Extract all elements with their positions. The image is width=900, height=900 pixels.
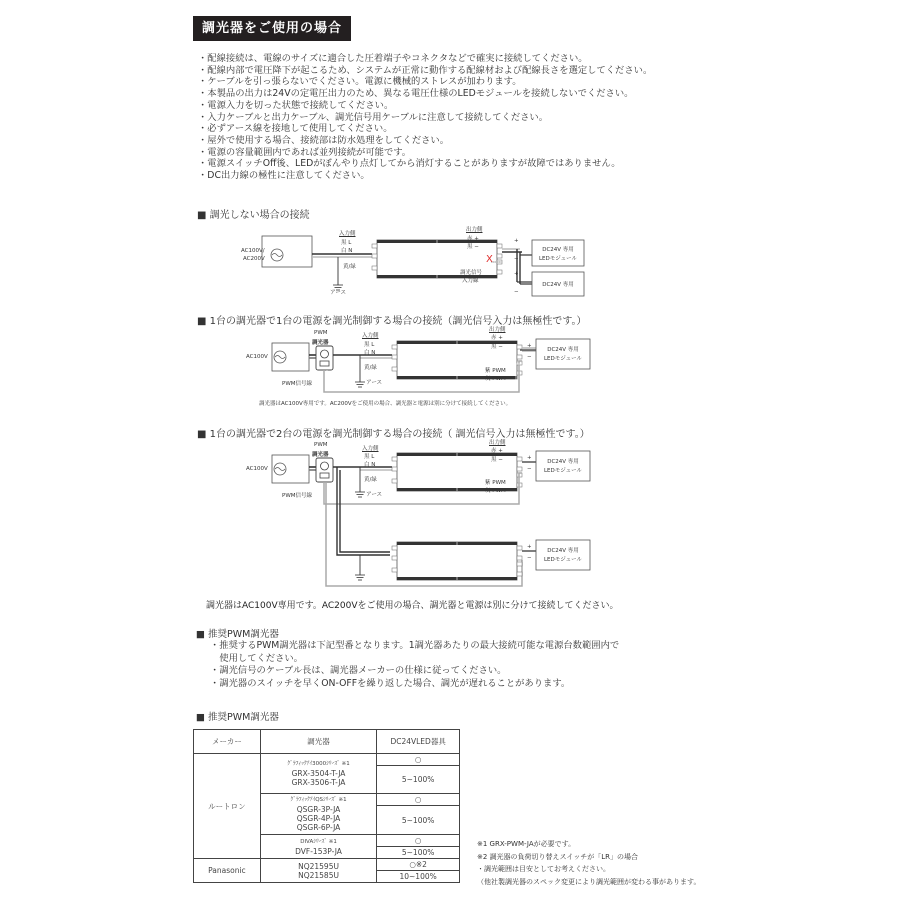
minus-sign: − — [514, 256, 519, 262]
recommend-item: ・推奨するPWM調光器は下記型番となります。1調光器あたりの最大接続可能な電源台数範囲内で — [210, 640, 620, 651]
series-label: ｸﾞﾗﾌｨｯｸｱｲQSｼﾘｰｽﾞ ※1 — [290, 797, 347, 803]
footnote: ※1 GRX-PWM-JAが必要です。 — [477, 840, 576, 848]
led-module-label: LEDモジュール — [538, 256, 578, 262]
footnote: ・調光範囲は目安としてお考えください。 — [477, 865, 610, 873]
note-item: ・入力ケーブルと出力ケーブル、調光信号用ケーブルに注意して接続してください。 — [198, 111, 549, 123]
led-module-label: LEDモジュール — [543, 468, 583, 474]
recommend-item: ・調光信号のケーブル長は、調光器メーカーの仕様に従ってください。 — [210, 665, 507, 676]
earth-label: アース — [366, 380, 383, 386]
earth-label: アース — [330, 290, 347, 296]
diagram3-caption: 調光器はAC100V専用です。AC200Vをご使用の場合、調光器と電源は別に分けて接続してください。 — [206, 601, 619, 611]
note-item: ・屋外で使用する場合、接続部は防水処理をしてください。 — [198, 134, 450, 146]
model-label: NQ21595U — [298, 861, 339, 871]
wire-label: 白 N — [364, 462, 376, 468]
model-label: QSGR-3P-JA — [296, 805, 341, 814]
footnote: ※2 調光器の負荷切り替えスイッチが「LR」の場合 — [477, 852, 639, 861]
pwm-label: PWM — [314, 330, 328, 336]
range-cell: 10~100% — [377, 871, 460, 883]
table-row — [194, 754, 460, 766]
dimmer-table — [193, 729, 460, 883]
model-label: DVF-153P-JA — [295, 846, 342, 856]
wire-label: 灰 PWM — [485, 376, 506, 382]
led-module-label: DC24V 専用 — [542, 282, 574, 288]
diagram2-caption: 調光器はAC100V専用です。AC200Vをご使用の場合、調光器と電源は別に分けて接続してください。 — [259, 401, 512, 407]
note-item: ・配線接続は、電線のサイズに適合した圧着端子やコネクタなどで確実に接続してください。 — [198, 53, 588, 64]
column-header: DC24VLED器具 — [377, 730, 460, 754]
led-module-label: DC24V 専用 — [547, 548, 579, 554]
table-row — [194, 859, 460, 871]
recommend-item: ・調光器のスイッチを早くON-OFFを繰り返した場合、調光が遅れることがあります。 — [210, 677, 571, 689]
diagram2-heading: ■ 1台の調光器で1台の電源を調光制御する場合の接続（調光信号入力は無極性です。） — [197, 316, 587, 327]
plus-sign: + — [514, 271, 519, 277]
minus-sign: − — [514, 289, 519, 295]
wire-label: 黒 L — [341, 240, 352, 246]
output-side-label: 出力側 — [489, 440, 506, 446]
plus-sign: + — [527, 544, 532, 550]
wire-label: 紫 PWM — [485, 368, 506, 374]
series-label: DIVAｼﾘｰｽﾞ ※1 — [300, 838, 337, 845]
compat-cell: ○ — [377, 794, 460, 806]
dimming-signal-label: 調光信号 — [460, 270, 483, 276]
led-module-label: DC24V 専用 — [547, 347, 579, 353]
recommend-list — [210, 640, 619, 690]
dimmer-label: 調光器 — [312, 452, 329, 458]
pwm-signal-label: PWM信号線 — [282, 381, 313, 387]
output-side-label: 出力側 — [489, 327, 506, 333]
model-label: GRX-3504-T-JA — [291, 769, 346, 778]
page-title: 調光器をご使用の場合 — [193, 16, 351, 41]
column-header: メーカー — [194, 730, 261, 754]
column-header: 調光器 — [260, 730, 376, 754]
note-item: ・本製品の出力は24Vの定電圧出力のため、異なる電圧仕様のLEDモジュールを接続しないでください。 — [198, 88, 634, 100]
output-side-label: 出力側 — [466, 227, 483, 233]
diagram1-heading: ■ 調光しない場合の接続 — [197, 210, 310, 221]
series-label: ｸﾞﾗﾌｨｯｸｱｲ3000ｼﾘｰｽﾞ ※1 — [287, 761, 350, 767]
dimmer-label: 調光器 — [312, 340, 329, 346]
table-heading: ■ 推奨PWM調光器 — [196, 712, 279, 723]
wire-label: 黄/緑 — [343, 264, 356, 270]
wire-label: 黄/緑 — [364, 477, 377, 483]
compat-cell: ○ — [377, 835, 460, 847]
model-label: QSGR-6P-JA — [296, 823, 341, 832]
model-label: QSGR-4P-JA — [296, 814, 341, 823]
note-item: ・DC出力線の極性に注意してください。 — [198, 170, 370, 182]
plus-sign: + — [527, 343, 532, 349]
wire-label: 灰 PWM — [485, 488, 506, 494]
plus-sign: + — [527, 455, 532, 461]
wire-label: 白 N — [341, 248, 353, 254]
pwm-label: PWM — [314, 442, 328, 448]
diagram3-heading: ■ 1台の調光器で2台の電源を調光制御する場合の接続（ 調光信号入力は無極性です。） — [197, 429, 590, 440]
input-side-label: 入力側 — [362, 446, 379, 452]
wire-label: 黒 L — [364, 342, 375, 348]
dimming-signal-label: 入力線 — [462, 278, 479, 284]
input-side-label: 入力側 — [362, 333, 379, 339]
ac-label: AC100V — [246, 354, 268, 360]
dimmer-cell — [260, 794, 376, 835]
maker-cell: ルートロン — [194, 754, 261, 859]
plus-sign: + — [514, 238, 519, 244]
range-cell: 5~100% — [377, 847, 460, 859]
wire-label: 黒 L — [364, 454, 375, 460]
led-module-label: DC24V 専用 — [542, 247, 574, 253]
pwm-signal-label: PWM信号線 — [282, 493, 313, 499]
wire-label: 黒 − — [467, 244, 479, 250]
input-side-label: 入力側 — [339, 231, 356, 237]
earth-label: アース — [366, 492, 383, 498]
note-item: ・必ずアース線を接地して使用してください。 — [198, 123, 393, 135]
note-item: ・電源の容量範囲内であれば並列接続が可能です。 — [198, 146, 412, 158]
wire-label: 赤 + — [491, 448, 503, 454]
led-module-label: LEDモジュール — [543, 557, 583, 563]
dimmer-cell — [260, 859, 376, 883]
minus-sign: − — [527, 555, 532, 561]
note-item: ・電源入力を切った状態で接続してください。 — [198, 99, 394, 111]
wire-label: 紫 PWM — [485, 480, 506, 486]
led-module-label: LEDモジュール — [543, 356, 583, 362]
model-label: GRX-3506-T-JA — [291, 778, 346, 787]
range-cell: 5~100% — [377, 766, 460, 794]
wire-label: 黄/緑 — [364, 365, 377, 371]
wire-label: 白 N — [364, 350, 376, 356]
ac-label: AC100V — [246, 466, 268, 472]
range-cell: 5~100% — [377, 806, 460, 835]
footnote: （他社製調光器のスペック変更により調光範囲が変わる事があります。 — [477, 877, 701, 886]
table-header-row — [194, 730, 460, 754]
wire-label: 黒 − — [491, 344, 503, 350]
wire-label: 黒 − — [491, 457, 503, 463]
led-module-label: DC24V 専用 — [547, 459, 579, 465]
wire-label: 赤 + — [467, 236, 479, 242]
note-item: ・配線内部で電圧降下が起こるため、システムが正常に動作する配線材および配線長さを選定してください。 — [198, 64, 653, 76]
dimmer-cell — [260, 754, 376, 794]
compat-cell: ○ — [377, 754, 460, 766]
note-item: ・電源スイッチOff後、LEDがぼんやり点灯してから消灯することがありますが故障ではありません。 — [198, 158, 621, 170]
wire-label: 赤 + — [491, 335, 503, 341]
ac-label: AC100V/ — [241, 248, 265, 254]
note-item: ・ケーブルを引っ張らないでください。電源に機械的ストレスが加わります。 — [198, 76, 522, 88]
model-label: NQ21585U — [298, 870, 339, 880]
compat-cell: ○※2 — [377, 859, 460, 871]
cross-mark-icon: X — [486, 254, 493, 265]
recommend-item: 使用してください。 — [210, 652, 303, 664]
ac-label: AC200V — [243, 256, 265, 262]
dimmer-cell — [260, 835, 376, 859]
minus-sign: − — [527, 466, 532, 472]
maker-cell: Panasonic — [194, 859, 261, 883]
minus-sign: − — [527, 354, 532, 360]
recommend-heading: ■ 推奨PWM調光器 — [196, 629, 279, 640]
footnotes — [477, 838, 700, 888]
